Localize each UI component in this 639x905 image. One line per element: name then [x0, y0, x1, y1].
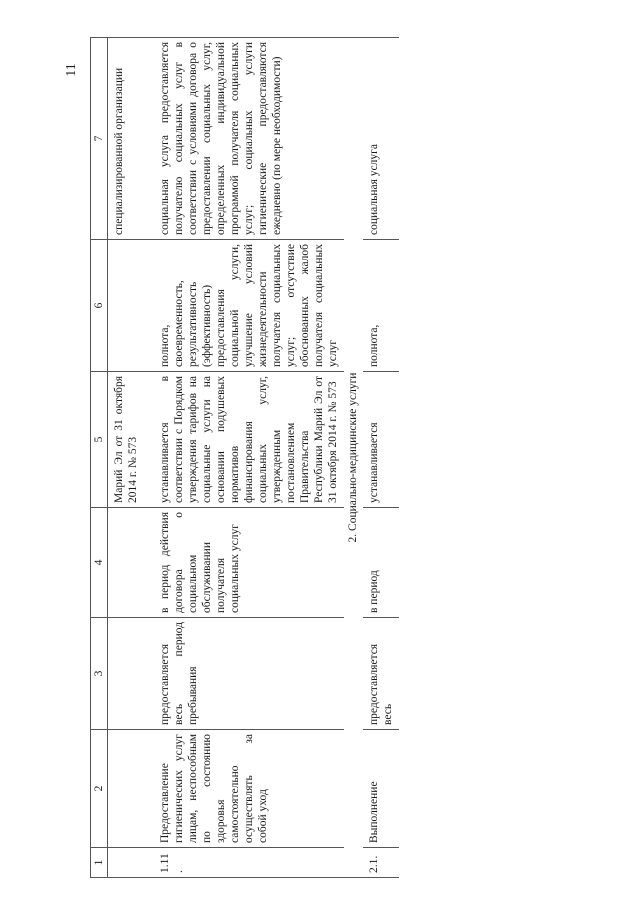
row-number: 1.11. [154, 848, 344, 878]
column-header: 6 [91, 240, 108, 372]
table-header-row [91, 38, 108, 878]
row-number: 2.1. [363, 848, 399, 878]
term-cell: предоставляется весь [363, 618, 399, 730]
quality-cell: полнота, [363, 240, 399, 372]
column-header: 5 [91, 372, 108, 508]
period-cell: в период [363, 508, 399, 618]
conditions-cell: социальная услуга предоставляется получателю социальных услуг в соответствии с условиями договора о предоставлении социальных услуг, определенных индивидуальной программой получателя социальных услуг; социальных услуги гигиенические предоставляются ежедневно (по мере необходимости) [154, 38, 344, 240]
column-header: 1 [91, 848, 108, 878]
tariff-cell: устанавливается в соответствии с Порядком утверждения тарифов на социальные услуги на основании подушевых нормативов финансирования социальных услуг, утвержденным постановлением Правительства Республики Марий Эл от 31 октября 2014 г. № 573 [154, 372, 344, 508]
tariff-cell: устанавливается [363, 372, 399, 508]
section-heading-row [344, 38, 363, 878]
conditions-cell: социальная услуга [363, 38, 399, 240]
section-title: 2. Социально-медицинские услуги [344, 38, 363, 878]
table-row-1-11 [154, 38, 344, 878]
services-table [90, 37, 399, 878]
rotated-document [90, 38, 610, 878]
column-header: 4 [91, 508, 108, 618]
quality-cell: полнота, своевременность, результативность (эффективность) предоставления социальной услуги, улучшение условий жизнедеятельности получателя социальных услуг; отсутствие обоснованных жалоб получателя социальных услуг [154, 240, 344, 372]
service-name-cell: Предоставление гигиенических услуг лицам, неспособным по состоянию здоровья самостоятельно осуществлять за собой уход [154, 730, 344, 848]
page-number: 11 [64, 63, 79, 77]
conditions-cell: специализированной организации [108, 38, 155, 240]
table-row-continuation [108, 38, 155, 878]
column-header: 3 [91, 618, 108, 730]
column-header: 7 [91, 38, 108, 240]
column-header: 2 [91, 730, 108, 848]
service-name-cell: Выполнение [363, 730, 399, 848]
term-cell: предоставляется весь период пребывания [154, 618, 344, 730]
period-cell: в период действия договора о социальном обслуживании получателя социальных услуг [154, 508, 344, 618]
tariff-cell: Марий Эл от 31 октября 2014 г. № 573 [108, 372, 155, 508]
table-row-2-1 [363, 38, 399, 878]
